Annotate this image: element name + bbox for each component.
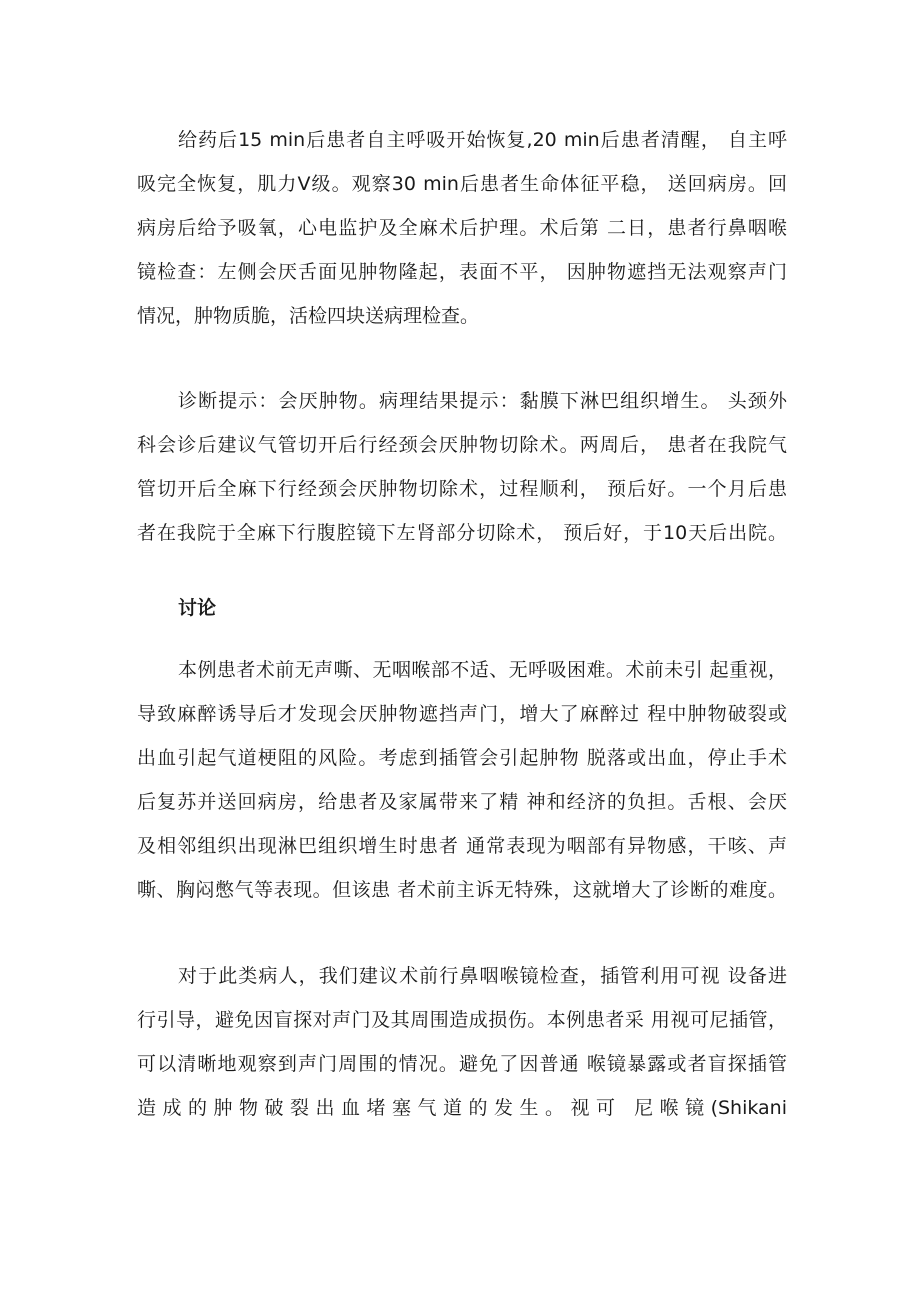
text-line: 可以清晰地观察到声门周围的情况。避免了因普通 喉镜暴露或者盲探插管 (137, 1053, 787, 1075)
text-line: 病房后给予吸氧，心电监护及全麻术后护理。术后第 二日，患者行鼻咽喉 (137, 217, 787, 239)
text-line: 给药后15 min后患者自主呼吸开始恢复,20 min后患者清醒， 自主呼 (178, 129, 787, 151)
section-heading-discussion: 讨论 (178, 597, 217, 619)
text-line: 后复苏并送回病房，给患者及家属带来了精 神和经济的负担。舌根、会厌 (137, 791, 787, 813)
text-line: 镜检查：左侧会厌舌面见肿物隆起，表面不平， 因肿物遮挡无法观察声门 (137, 261, 787, 283)
text-line: 本例患者术前无声嘶、无咽喉部不适、无呼吸困难。术前未引 起重视， (178, 659, 787, 681)
text-line: 导致麻醉诱导后才发现会厌肿物遮挡声门，增大了麻醉过 程中肿物破裂或 (137, 703, 787, 725)
paragraph-diagnosis (137, 379, 787, 555)
text-line: 吸完全恢复，肌力V级。观察30 min后患者生命体征平稳， 送回病房。回 (137, 173, 787, 195)
text-line: 行引导，避免因盲探对声门及其周围造成损伤。本例患者采 用视可尼插管， (137, 1009, 787, 1031)
text-line: 诊断提示：会厌肿物。病理结果提示：黏膜下淋巴组织增生。 头颈外 (178, 390, 787, 412)
text-line: 情况，肿物质脆，活检四块送病理检查。 (137, 305, 480, 327)
paragraph-discussion (137, 648, 787, 912)
paragraph-recommendation (137, 954, 787, 1130)
text-line: 管切开后全麻下行经颈会厌肿物切除术，过程顺利， 预后好。一个月后患 (137, 478, 787, 500)
text-line: 对于此类病人，我们建议术前行鼻咽喉镜检查，插管利用可视 设备进 (178, 965, 787, 987)
text-line: 出血引起气道梗阻的风险。考虑到插管会引起肿物 脱落或出血，停止手术 (137, 747, 787, 769)
text-line: 者在我院于全麻下行腹腔镜下左肾部分切除术， 预后好，于10天后出院。 (137, 522, 787, 544)
text-line: 嘶、胸闷憋气等表现。但该患 者术前主诉无特殊，这就增大了诊断的难度。 (137, 879, 787, 901)
paragraph-recovery (137, 118, 787, 338)
text-line: 及相邻组织出现淋巴组织增生时患者 通常表现为咽部有异物感，干咳、声 (137, 835, 787, 857)
text-line: 造成的肿物破裂出血堵塞气道的发生。视可 尼喉镜(Shikani (137, 1097, 787, 1119)
text-line: 科会诊后建议气管切开后行经颈会厌肿物切除术。两周后， 患者在我院气 (137, 434, 787, 456)
